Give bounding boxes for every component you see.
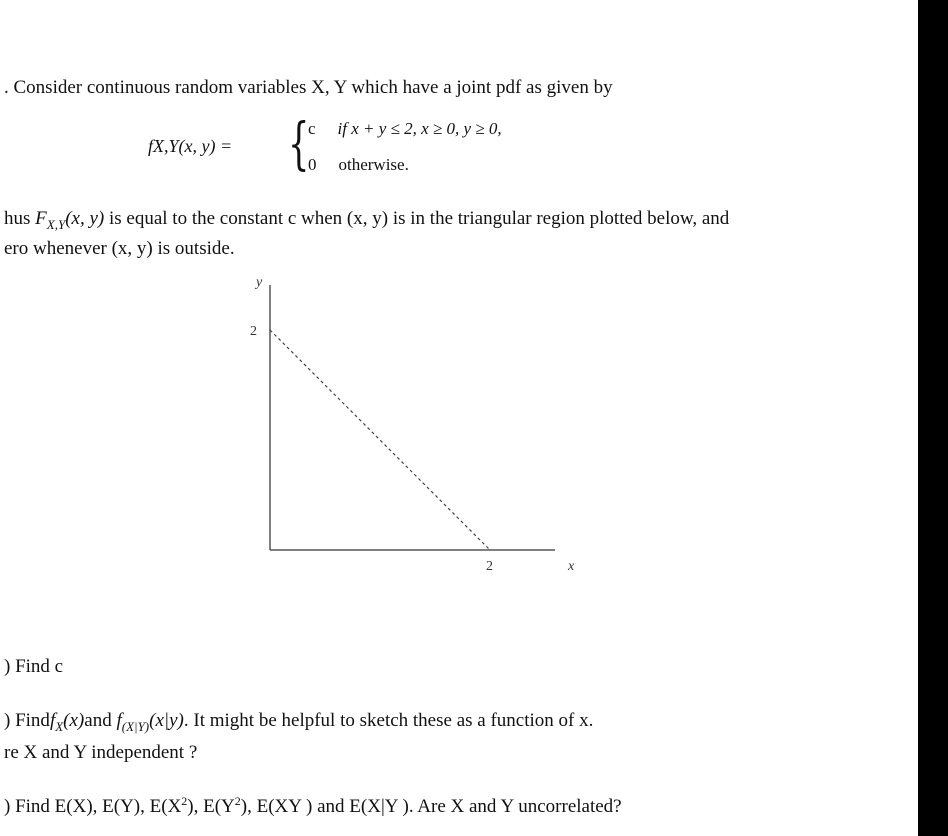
q2-and: and <box>84 710 112 731</box>
question-2-line-2: re X and Y independent ? <box>4 742 198 763</box>
x-tick-label: 2 <box>486 559 493 574</box>
marginal-pdf-symbol: f <box>49 710 56 731</box>
q2-prefix: ) Find <box>4 710 50 731</box>
question-1: ) Find c <box>4 656 64 677</box>
q3-exponent-1: 2 <box>181 794 188 808</box>
equation-case-2 <box>308 155 409 175</box>
triangle-plot <box>230 270 600 580</box>
q3-part-b: ), E(Y <box>187 796 235 817</box>
equation-lhs: fX,Y(x, y) = <box>148 136 233 156</box>
y-tick-label: 2 <box>250 324 257 339</box>
y-axis-label: y <box>256 275 263 290</box>
marginal-pdf-subscript: X <box>55 719 64 734</box>
case-2-condition: otherwise. <box>338 155 409 174</box>
question-3 <box>4 795 622 820</box>
right-edge-bar <box>918 0 948 836</box>
cdf-args: (x, y) <box>65 208 105 229</box>
conditional-pdf-symbol: f <box>116 710 122 731</box>
intro-text: . Consider continuous random variables X, Y which have a joint pdf as given by <box>4 77 613 98</box>
conditional-pdf-subscript: (X|Y) <box>121 719 150 734</box>
cdf-subscript: X,Y <box>46 217 66 232</box>
case-2-value: 0 <box>308 155 317 174</box>
explanation-line-2: ero whenever (x, y) is outside. <box>4 238 235 259</box>
case-1-condition: if x + y ≤ 2, x ≥ 0, y ≥ 0, <box>337 119 502 138</box>
q3-exponent-2: 2 <box>234 794 241 808</box>
explanation-line-1 <box>4 207 729 232</box>
case-1-value: c <box>308 119 316 138</box>
x-axis-label: x <box>568 559 575 574</box>
left-brace: { <box>288 112 310 177</box>
q3-part-c: ), E(XY ) and E(X|Y ). Are X and Y uncorrelated? <box>240 796 622 817</box>
pdf-equation <box>148 113 628 185</box>
conditional-pdf-args: (x|y) <box>149 710 184 731</box>
q2-rest: . It might be helpful to sketch these as a function of x. <box>183 710 594 731</box>
boundary-line <box>270 330 490 550</box>
q3-part-a: ) Find E(X), E(Y), E(X <box>4 796 182 817</box>
explanation-rest: is equal to the constant c when (x, y) is in the triangular region plotted below, and <box>108 208 730 229</box>
marginal-pdf-args: (x) <box>63 710 85 731</box>
cdf-symbol: F <box>35 208 47 229</box>
question-2 <box>4 709 593 734</box>
explanation-prefix: hus <box>4 208 31 229</box>
equation-case-1 <box>308 119 502 139</box>
